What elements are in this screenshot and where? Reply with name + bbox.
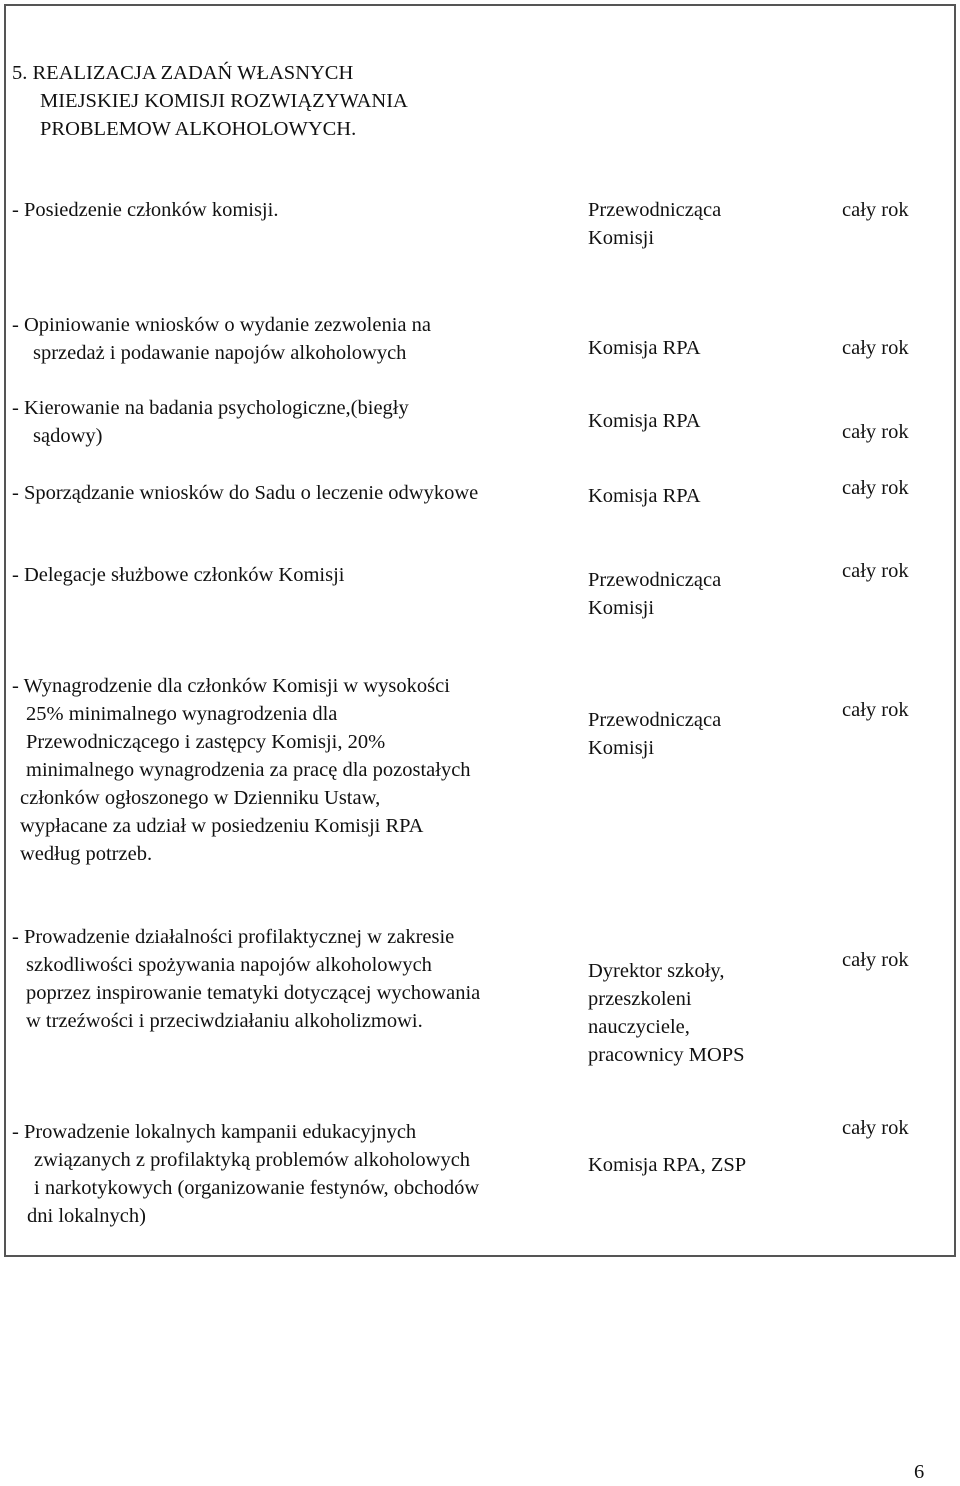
task-line: sprzedaż i podawanie napojów alkoholowych: [33, 342, 407, 364]
task-line: poprzez inspirowanie tematyki dotyczącej wychowania: [26, 982, 481, 1004]
task-line: sądowy): [33, 425, 103, 447]
term-cell: cały rok: [842, 421, 909, 443]
responsible-cell: [588, 482, 701, 510]
task-line: - Opiniowanie wniosków o wydanie zezwolenia na: [12, 314, 431, 336]
section-heading: [12, 59, 408, 143]
task-line: minimalnego wynagrodzenia za pracę dla pozostałych: [26, 759, 471, 781]
responsible-line: pracownicy MOPS: [588, 1044, 745, 1066]
term-cell: cały rok: [842, 199, 909, 221]
responsible-line: Przewodnicząca: [588, 569, 722, 591]
responsible-cell: [588, 1151, 746, 1179]
task-line: wypłacane za udział w posiedzeniu Komisji RPA: [20, 815, 424, 837]
term-cell: cały rok: [842, 337, 909, 359]
responsible-cell: [588, 334, 701, 362]
task-line: szkodliwości spożywania napojów alkoholowych: [26, 954, 432, 976]
task-line: - Prowadzenie lokalnych kampanii edukacyjnych: [12, 1121, 417, 1143]
task-cell: [12, 561, 344, 589]
section-heading-line: PROBLEMOW ALKOHOLOWYCH.: [40, 118, 357, 140]
responsible-line: Komisji: [588, 737, 655, 759]
responsible-line: Komisji: [588, 597, 655, 619]
task-line: - Prowadzenie działalności profilaktycznej w zakresie: [12, 926, 455, 948]
responsible-line: Komisji: [588, 227, 655, 249]
page-number: 6: [914, 1461, 925, 1483]
responsible-line: przeszkoleni: [588, 988, 692, 1010]
term-cell: cały rok: [842, 949, 909, 971]
task-line: - Delegacje służbowe członków Komisji: [12, 564, 345, 586]
task-line: dni lokalnych): [27, 1205, 146, 1227]
section-heading-line: MIEJSKIEJ KOMISJI ROZWIĄZYWANIA: [40, 90, 408, 112]
responsible-line: Komisja RPA: [588, 485, 701, 507]
responsible-line: Komisja RPA: [588, 337, 701, 359]
responsible-cell: [588, 407, 701, 435]
responsible-cell: [588, 706, 721, 762]
task-line: według potrzeb.: [20, 843, 153, 865]
task-line: - Wynagrodzenie dla członków Komisji w wysokości: [12, 675, 450, 697]
responsible-line: Dyrektor szkoły,: [588, 960, 725, 982]
task-line: i narkotykowych (organizowanie festynów, obchodów: [34, 1177, 480, 1199]
responsible-line: Komisja RPA: [588, 410, 701, 432]
term-cell: cały rok: [842, 560, 909, 582]
term-cell: cały rok: [842, 477, 909, 499]
section-heading-line: 5. REALIZACJA ZADAŃ WŁASNYCH: [12, 62, 354, 84]
term-cell: cały rok: [842, 699, 909, 721]
task-line: członków ogłoszonego w Dzienniku Ustaw,: [20, 787, 381, 809]
responsible-line: Przewodnicząca: [588, 709, 722, 731]
task-line: - Sporządzanie wniosków do Sadu o leczenie odwykowe: [12, 482, 479, 504]
task-line: 25% minimalnego wynagrodzenia dla: [26, 703, 338, 725]
task-cell: [12, 923, 480, 1035]
table-frame: [4, 4, 956, 1257]
task-cell: [12, 1118, 479, 1230]
responsible-line: Przewodnicząca: [588, 199, 722, 221]
task-line: - Kierowanie na badania psychologiczne,(biegły: [12, 397, 409, 419]
task-cell: [12, 311, 431, 367]
responsible-cell: [588, 566, 721, 622]
task-line: - Posiedzenie członków komisji.: [12, 199, 279, 221]
task-line: związanych z profilaktyką problemów alkoholowych: [34, 1149, 471, 1171]
task-cell: [12, 672, 471, 868]
term-cell: cały rok: [842, 1117, 909, 1139]
task-cell: [12, 196, 278, 224]
task-cell: [12, 394, 409, 450]
task-cell: [12, 479, 478, 507]
responsible-line: Komisja RPA, ZSP: [588, 1154, 747, 1176]
task-line: Przewodniczącego i zastępcy Komisji, 20%: [26, 731, 386, 753]
responsible-line: nauczyciele,: [588, 1016, 690, 1038]
task-line: w trzeźwości i przeciwdziałaniu alkoholizmowi.: [26, 1010, 423, 1032]
responsible-cell: [588, 957, 745, 1069]
responsible-cell: [588, 196, 721, 252]
